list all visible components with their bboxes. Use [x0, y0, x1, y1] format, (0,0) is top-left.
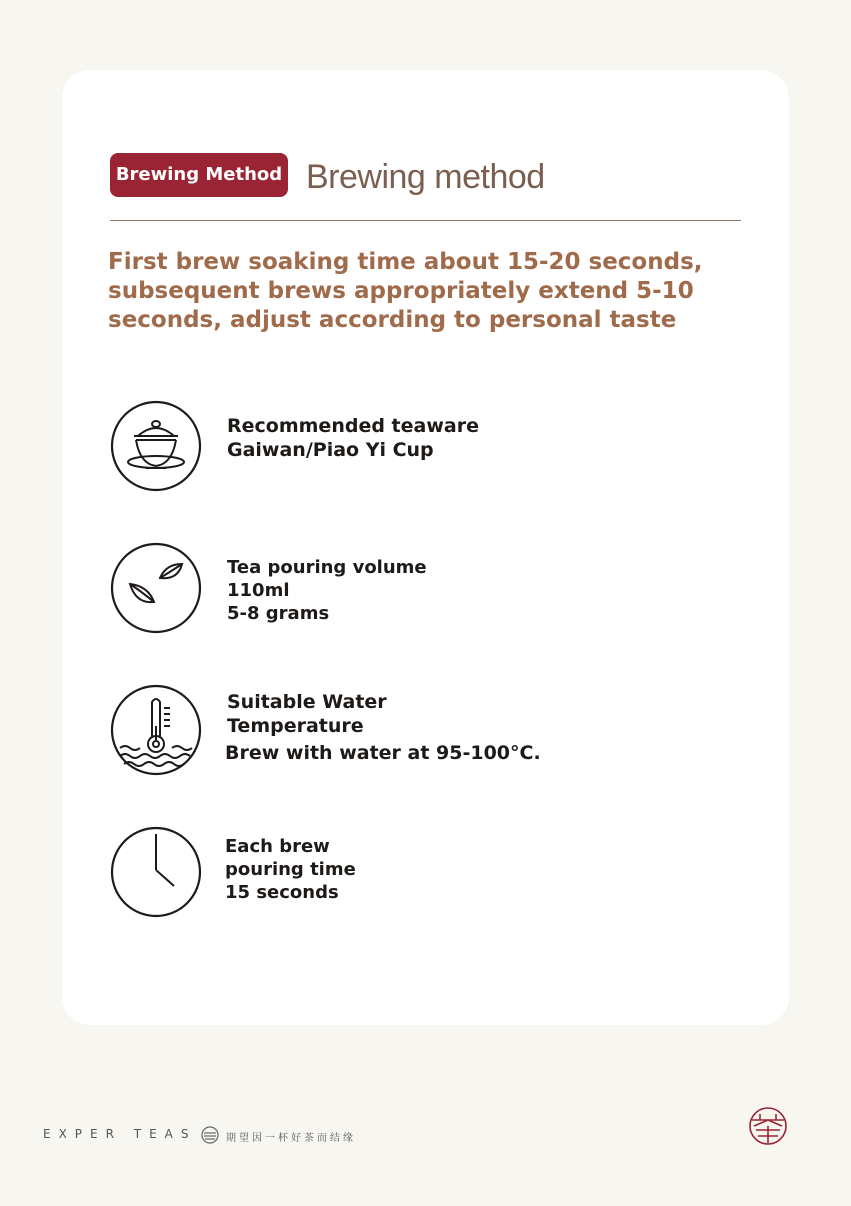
tea-leaves-icon — [110, 542, 202, 634]
footer-mini-logo-icon — [201, 1126, 219, 1144]
teaware-info — [227, 414, 479, 462]
pour-time-heading-2: pouring time — [225, 859, 356, 880]
temperature-value: Brew with water at 95-100°C. — [225, 742, 541, 764]
title-divider — [110, 220, 741, 221]
teaware-value: Gaiwan/Piao Yi Cup — [227, 439, 434, 461]
tea-seal-logo-icon — [748, 1106, 788, 1146]
volume-heading: Tea pouring volume — [227, 557, 427, 578]
pour-time-value: 15 seconds — [225, 882, 339, 903]
volume-grams: 5-8 grams — [227, 603, 330, 624]
thermometer-icon — [110, 684, 202, 776]
intro-line: seconds, adjust according to personal taste — [108, 307, 677, 333]
clock-icon — [110, 826, 202, 918]
gaiwan-icon — [110, 400, 202, 492]
page-title: Brewing method — [306, 158, 545, 196]
pour-time-info — [225, 835, 356, 904]
temperature-heading-2: Temperature — [227, 715, 364, 737]
footer-brand: EXPER TEAS — [43, 1127, 197, 1141]
temperature-info — [227, 690, 541, 765]
temperature-heading-1: Suitable Water — [227, 691, 387, 713]
brewing-method-badge: Brewing Method — [110, 153, 288, 197]
pour-time-heading-1: Each brew — [225, 836, 330, 857]
intro-line: First brew soaking time about 15-20 seconds, — [108, 249, 703, 275]
brewing-intro-text — [108, 248, 728, 335]
teaware-heading: Recommended teaware — [227, 415, 479, 437]
volume-value: 110ml — [227, 580, 290, 601]
intro-line: subsequent brews appropriately extend 5-10 — [108, 278, 694, 304]
volume-info — [227, 556, 427, 625]
footer-slogan: 期望因一杯好茶而结缘 — [226, 1133, 356, 1144]
